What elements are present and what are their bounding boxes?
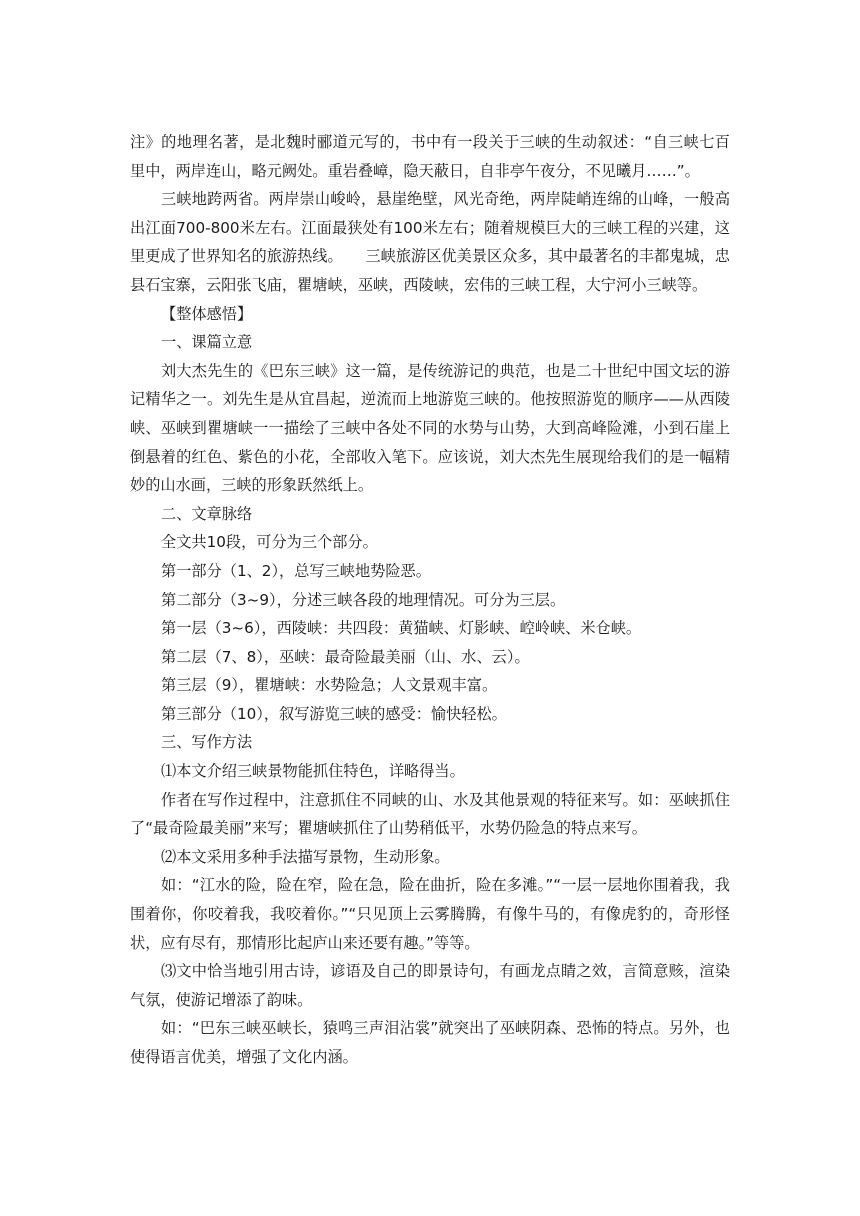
intro-paragraph-1: 注》的地理名著，是北魏时郦道元写的，书中有一段关于三峡的生动叙述：“自三峡七百里中，两岸连山，略元阙处。重岩叠嶂，隐天蔽日，自非亭午夜分，不见曦月……”。 <box>130 133 730 180</box>
structure-line: 第一层（3~6），西陵峡：共四段：黄猫峡、灯影峡、崆岭峡、米仓峡。 <box>161 619 642 638</box>
part1-body: 刘大杰先生的《巴东三峡》这一篇，是传统游记的典范，也是二十世纪中国文坛的游记精华之一。刘先生是从宜昌起，逆流而上地游览三峡的。他按照游览的顺序——从西陵峡、巫峡到瞿塘峡一一描绘了三峡中各处不同的水势与山势，大到高峰险滩，小到石崖上倒悬着的红色、紫色的小花，全部收入笔下。应该说，刘大杰先生展现给我们的是一幅精妙的山水画，三峡的形象跃然纸上。 <box>130 361 730 495</box>
intro-paragraph-2: 三峡地跨两省。两岸崇山峻岭，悬崖绝壁，风光奇绝，两岸陡峭连绵的山峰，一般高出江面700-800米左右。江面最狭处有100米左右；随着规模巨大的三峡工程的兴建，这里更成了世界知名的旅游热线。 三峡旅游区优美景区众多，其中最著名的丰都鬼城，忠县石宝寨，云阳张飞庙，瞿塘峡，巫峡，西陵峡，宏伟的三峡工程，大宁河小三峡等。 <box>130 190 730 294</box>
document-page <box>130 128 730 1072</box>
method-point: ⑵本文采用多种手法描写景物，生动形象。 <box>161 847 450 866</box>
structure-line: 第三部分（10），叙写游览三峡的感受：愉快轻松。 <box>161 704 507 723</box>
section-title: 【整体感悟】 <box>161 304 253 323</box>
part1-heading: 一、课篇立意 <box>161 333 253 352</box>
method-point: ⑶文中恰当地引用古诗，谚语及自己的即景诗句，有画龙点睛之效，言简意赅，渲染气氛，使游记增添了韵味。 <box>130 962 730 1009</box>
part3-heading: 三、写作方法 <box>161 733 253 752</box>
structure-line: 第一部分（1、2），总写三峡地势险恶。 <box>161 561 431 580</box>
structure-line: 第三层（9），瞿塘峡：水势险急；人文景观丰富。 <box>161 676 498 695</box>
method-explanation: 如：“江水的险，险在窄，险在急，险在曲折，险在多滩。”“一层一层地你围着我，我围着你，你咬着我，我咬着你。”“只见顶上云雾腾腾，有像牛马的，有像虎豹的，奇形怪状，应有尽有，那情形比起庐山来还要有趣。”等等。 <box>130 876 730 952</box>
method-point: ⑴本文介绍三峡景物能抓住特色，详略得当。 <box>161 762 465 781</box>
part2-heading: 二、文章脉络 <box>161 504 253 523</box>
method-explanation: 作者在写作过程中，注意抓住不同峡的山、水及其他景观的特征来写。如：巫峡抓住了“最奇险最美丽”来写；瞿塘峡抓住了山势稍低平，水势仍险急的特点来写。 <box>130 790 730 838</box>
method-explanation: 如：“巴东三峡巫峡长，猿鸣三声泪沾裳”就突出了巫峡阴森、恐怖的特点。另外，也使得语言优美，增强了文化内涵。 <box>130 1019 730 1066</box>
structure-line: 第二部分（3~9），分述三峡各段的地理情况。可分为三层。 <box>161 590 566 609</box>
structure-line: 第二层（7、8），巫峡：最奇险最美丽（山、水、云）。 <box>161 647 530 666</box>
structure-line: 全文共10段，可分为三个部分。 <box>161 533 378 552</box>
